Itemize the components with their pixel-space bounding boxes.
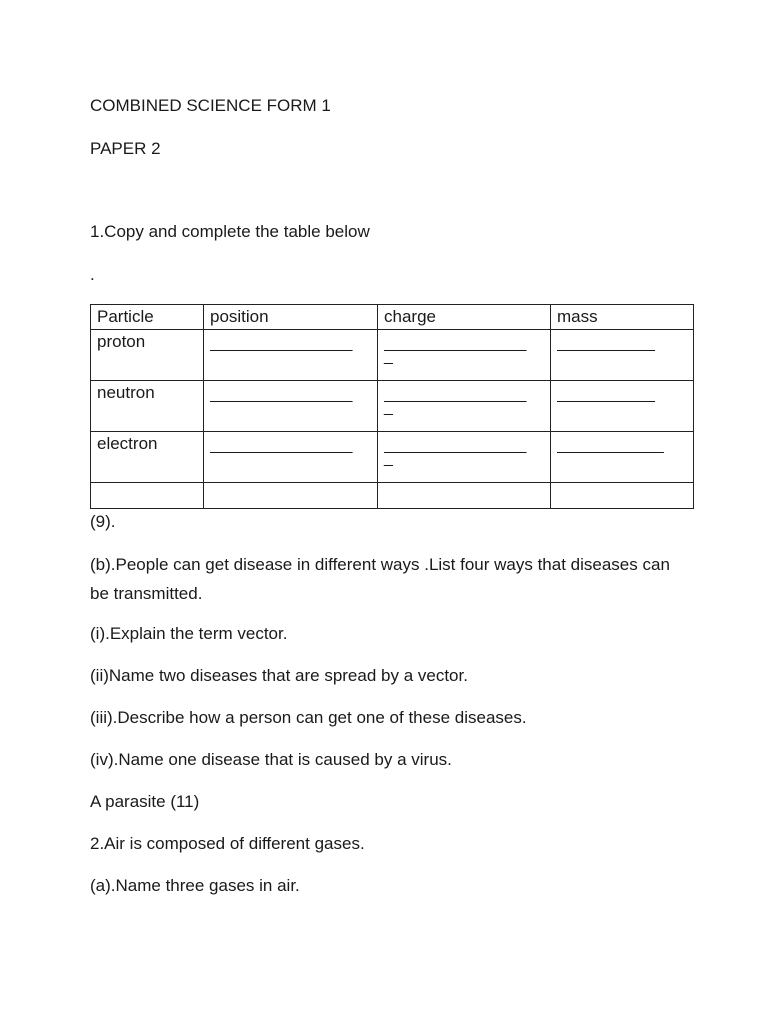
answer-line: ________________: [384, 335, 527, 352]
table-row: [91, 432, 694, 483]
empty-cell: [378, 483, 551, 509]
answer-line: ___________: [557, 335, 655, 352]
table-row: [91, 330, 694, 381]
stray-dot: .: [90, 265, 95, 284]
question-1-instruction: 1.Copy and complete the table below: [90, 222, 370, 241]
mass-blank: [551, 432, 694, 483]
mass-blank: [551, 330, 694, 381]
charge-blank: [378, 381, 551, 432]
header-position: position: [204, 305, 378, 330]
answer-line: ________________: [210, 386, 353, 403]
answer-line: ________________: [384, 437, 527, 454]
paper-label: PAPER 2: [90, 139, 161, 158]
question-2-text: 2.Air is composed of different gases.: [90, 834, 365, 853]
parasite-marks: A parasite (11): [90, 792, 200, 811]
question-2a: (a).Name three gases in air.: [90, 876, 300, 895]
answer-line: ________________: [384, 386, 527, 403]
particle-name: proton: [91, 330, 204, 381]
table-row: [91, 381, 694, 432]
table-empty-row: [91, 483, 694, 509]
table-header-row: [91, 305, 694, 330]
position-blank: [204, 381, 378, 432]
answer-line-tail: _: [384, 450, 393, 467]
particle-table: [90, 304, 694, 509]
question-1b-iii: (iii).Describe how a person can get one of these diseases.: [90, 708, 527, 727]
header-charge: charge: [378, 305, 551, 330]
position-blank: [204, 330, 378, 381]
document-title: COMBINED SCIENCE FORM 1: [90, 96, 331, 115]
answer-line: ________________: [210, 335, 353, 352]
question-1b-i: (i).Explain the term vector.: [90, 624, 288, 643]
answer-line: ___________: [557, 386, 655, 403]
question-1b-text: (b).People can get disease in different ways .List four ways that diseases can be transmitted.: [90, 555, 670, 603]
answer-line-tail: _: [384, 399, 393, 416]
question-1b-ii: (ii)Name two diseases that are spread by a vector.: [90, 666, 468, 685]
empty-cell: [551, 483, 694, 509]
empty-cell: [91, 483, 204, 509]
empty-cell: [204, 483, 378, 509]
question-1b-iv: (iv).Name one disease that is caused by a virus.: [90, 750, 452, 769]
header-mass: mass: [551, 305, 694, 330]
charge-blank: [378, 432, 551, 483]
answer-line: ____________: [557, 437, 664, 454]
charge-blank: [378, 330, 551, 381]
position-blank: [204, 432, 378, 483]
answer-line-tail: _: [384, 348, 393, 365]
answer-line: ________________: [210, 437, 353, 454]
question-1-marks: (9).: [90, 512, 116, 531]
particle-name: electron: [91, 432, 204, 483]
particle-name: neutron: [91, 381, 204, 432]
header-particle: Particle: [91, 305, 204, 330]
mass-blank: [551, 381, 694, 432]
